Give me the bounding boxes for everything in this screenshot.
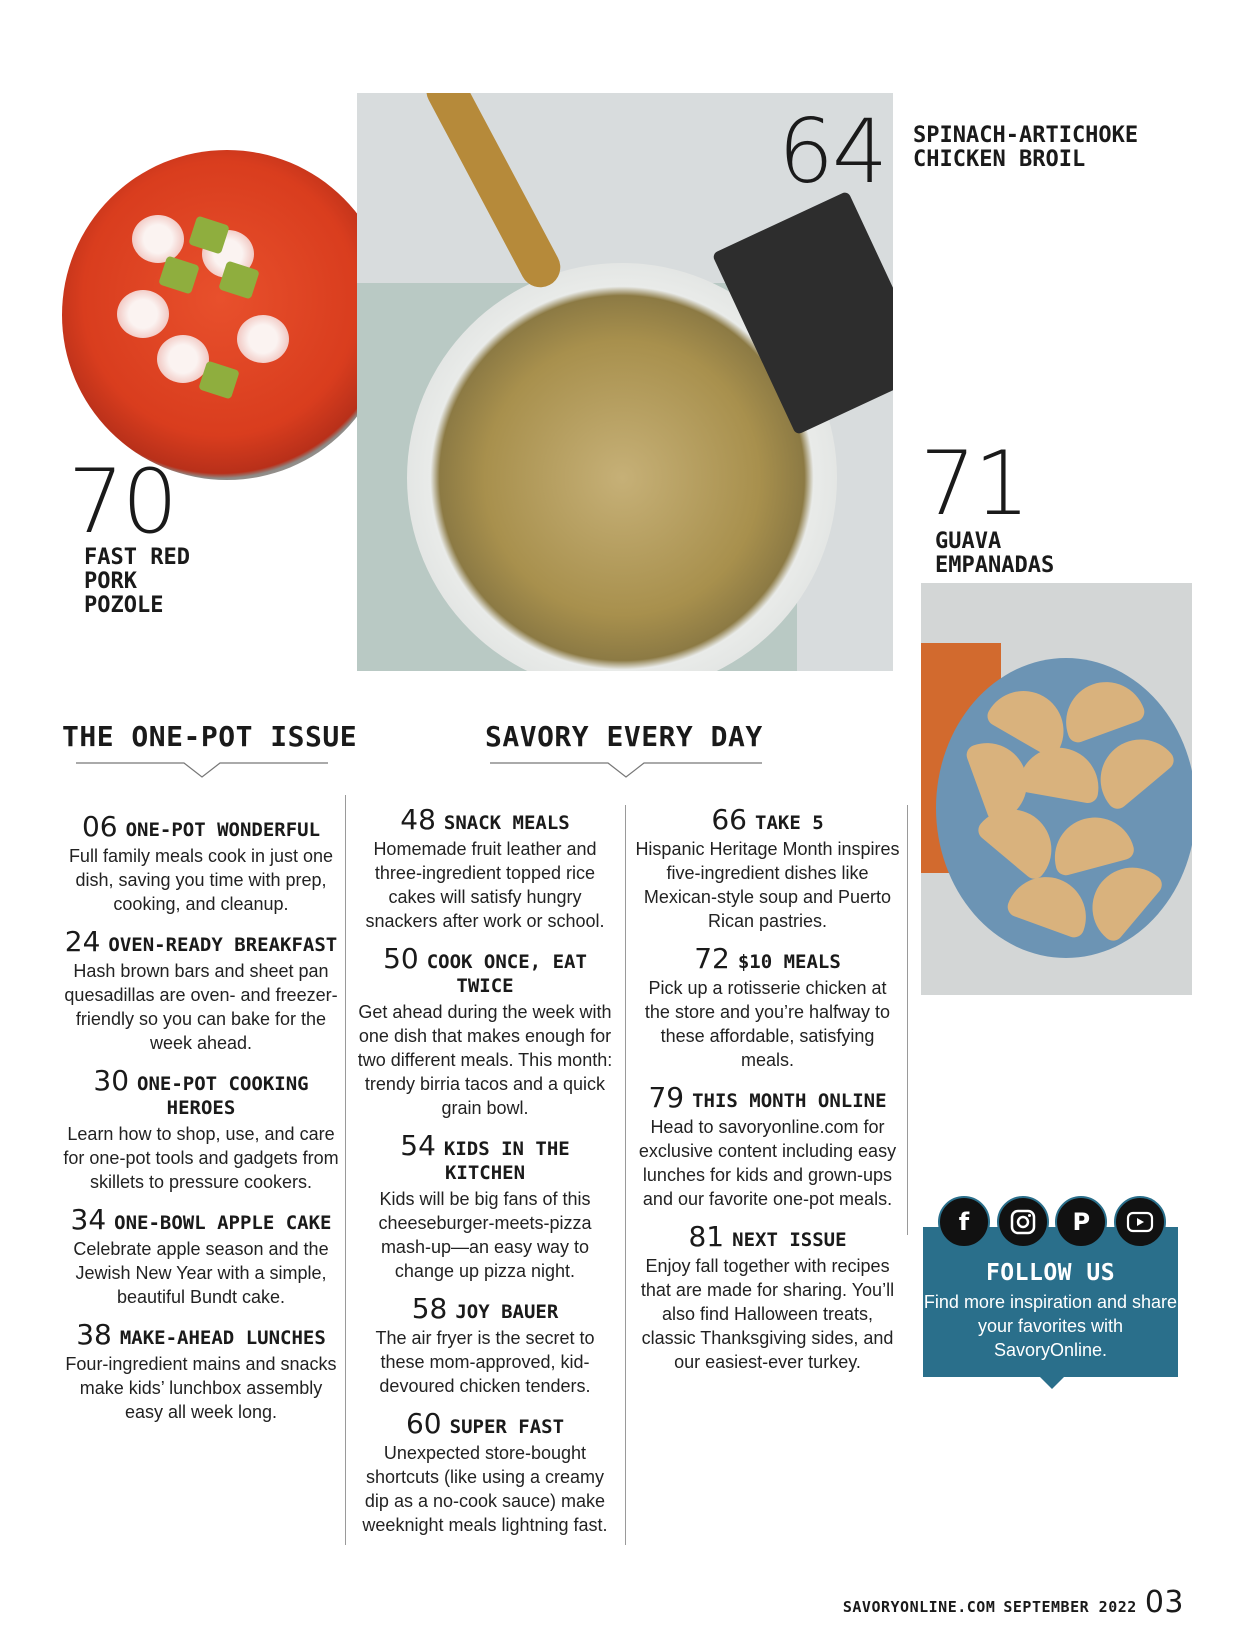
- toc-page-number: 34: [70, 1203, 107, 1236]
- toc-entry[interactable]: [62, 1318, 340, 1424]
- toc-entry-title: SNACK MEALS: [443, 812, 570, 834]
- toc-entry-heading: [62, 925, 340, 958]
- toc-entry[interactable]: [355, 942, 615, 1120]
- empanadas-photo: [921, 583, 1192, 995]
- toc-entry[interactable]: [355, 803, 615, 933]
- section-rule-one-pot: [76, 759, 328, 779]
- toc-entry-title: ONE-BOWL APPLE CAKE: [114, 1212, 332, 1234]
- toc-entry-title: SUPER FAST: [449, 1416, 565, 1438]
- toc-page-number: 24: [64, 925, 101, 958]
- toc-entry-description: The air fryer is the secret to these mom-approved, kid-devoured chicken tenders.: [375, 1328, 595, 1396]
- section-rule-savory: [490, 759, 762, 779]
- toc-entry-heading: [62, 810, 340, 843]
- toc-entry-title: KIDS IN THE KITCHEN: [443, 1138, 570, 1184]
- toc-page-number: 54: [400, 1129, 436, 1162]
- feature-pozole-title: FAST RED PORK POZOLE: [84, 545, 190, 618]
- toc-entry-description: Hispanic Heritage Month inspires five-ingredient dishes like Mexican-style soup and Puerto Rican pastries.: [635, 839, 900, 931]
- toc-entry-title: THIS MONTH ONLINE: [692, 1090, 887, 1112]
- toc-page-number: 79: [648, 1081, 685, 1114]
- toc-page-number: 48: [400, 803, 436, 836]
- follow-us-title: FOLLOW US: [985, 1260, 1116, 1286]
- toc-entry-heading: [62, 1203, 340, 1236]
- toc-entry-description: Full family meals cook in just one dish, saving you time with prep, cooking, and cleanup.: [68, 846, 334, 914]
- toc-entry-description: Get ahead during the week with one dish that makes enough for two different meals. This month: trendy birria tacos and a quick grain bowl.: [357, 1002, 613, 1118]
- toc-page-number: 66: [711, 803, 747, 836]
- toc-entry-heading: [62, 1318, 340, 1351]
- social-icons: [938, 1196, 1166, 1258]
- follow-us-text: Find more inspiration and share your favorites with SavoryOnline.: [923, 1292, 1178, 1360]
- footer-date: SEPTEMBER 2022: [1003, 1598, 1137, 1616]
- toc-page-number: 38: [76, 1318, 112, 1351]
- toc-entry-title: MAKE-AHEAD LUNCHES: [119, 1327, 326, 1349]
- toc-entry-heading: [635, 942, 900, 975]
- column-divider: [625, 805, 626, 1545]
- toc-page-number: 72: [694, 942, 730, 975]
- toc-entry-description: Hash brown bars and sheet pan quesadillas are oven- and freezer-friendly so you can bake for the week ahead.: [64, 961, 338, 1053]
- youtube-icon[interactable]: [1114, 1196, 1166, 1248]
- instagram-icon[interactable]: [997, 1196, 1049, 1248]
- toc-entry[interactable]: [62, 925, 340, 1055]
- toc-entry-heading: [62, 1064, 340, 1120]
- feature-pozole-number: 70: [68, 450, 176, 553]
- toc-entry-heading: [355, 1292, 615, 1325]
- toc-entry-title: ONE-POT COOKING HEROES: [137, 1073, 309, 1119]
- toc-entry-description: Unexpected store-bought shortcuts (like using a creamy dip as a no-cook sauce) make weeknight meals lightning fast.: [362, 1443, 608, 1535]
- toc-entry-title: OVEN-READY BREAKFAST: [108, 934, 338, 956]
- toc-entry-title: JOY BAUER: [455, 1301, 559, 1323]
- toc-entry-heading: [635, 1081, 900, 1114]
- toc-entry[interactable]: [635, 1220, 900, 1374]
- page-number: 03: [1144, 1585, 1184, 1620]
- facebook-icon[interactable]: f: [938, 1196, 990, 1248]
- toc-entry-description: Kids will be big fans of this cheeseburger-meets-pizza mash-up—an easy way to change up pizza night.: [378, 1189, 592, 1281]
- section-title-savory: SAVORY EVERY DAY: [485, 720, 763, 753]
- page-footer: [843, 1585, 1184, 1620]
- feature-chicken-title: SPINACH-ARTICHOKE CHICKEN BROIL: [913, 123, 1139, 172]
- toc-entry-description: Four-ingredient mains and snacks make kids’ lunchbox assembly easy all week long.: [65, 1354, 337, 1422]
- toc-entry-description: Celebrate apple season and the Jewish New Year with a simple, beautiful Bundt cake.: [73, 1239, 329, 1307]
- toc-entry-description: Enjoy fall together with recipes that are made for sharing. You’ll also find Halloween treats, classic Thanksgiving sides, and our easiest-ever turkey.: [640, 1256, 895, 1372]
- toc-entry-heading: [635, 803, 900, 836]
- toc-column-1: [62, 810, 340, 1438]
- toc-entry-title: ONE-POT WONDERFUL: [125, 819, 321, 841]
- column-divider: [345, 795, 346, 1545]
- toc-entry[interactable]: [62, 1203, 340, 1309]
- pozole-photo: [62, 150, 392, 480]
- toc-entry-title: TAKE 5: [755, 812, 824, 834]
- toc-entry-description: Homemade fruit leather and three-ingredient topped rice cakes will satisfy hungry snackers after work or school.: [365, 839, 605, 931]
- toc-page-number: 58: [411, 1292, 448, 1325]
- toc-page-number: 06: [81, 810, 118, 843]
- toc-entry-title: $10 MEALS: [737, 951, 841, 973]
- toc-entry[interactable]: [635, 1081, 900, 1211]
- section-title-one-pot: THE ONE-POT ISSUE: [62, 720, 358, 753]
- toc-entry-heading: [355, 1129, 615, 1185]
- toc-page-number: 60: [405, 1407, 442, 1440]
- toc-page-number: 50: [383, 942, 419, 975]
- toc-entry[interactable]: [62, 1064, 340, 1194]
- column-divider: [907, 805, 908, 1235]
- toc-entry-heading: [355, 942, 615, 998]
- toc-column-2: [355, 803, 615, 1551]
- feature-empanadas-title: GUAVA EMPANADAS: [935, 529, 1055, 578]
- toc-page-number: 81: [688, 1220, 725, 1253]
- toc-entry-heading: [635, 1220, 900, 1253]
- toc-entry[interactable]: [355, 1407, 615, 1537]
- toc-entry-heading: [355, 803, 615, 836]
- toc-column-3: [635, 803, 900, 1388]
- toc-entry-title: COOK ONCE, EAT TWICE: [426, 951, 587, 997]
- toc-entry[interactable]: [355, 1129, 615, 1283]
- toc-entry[interactable]: [355, 1292, 615, 1398]
- toc-entry-description: Pick up a rotisserie chicken at the store and you’re halfway to these affordable, satisfying meals.: [644, 978, 891, 1070]
- toc-entry-title: NEXT ISSUE: [732, 1229, 847, 1251]
- toc-entry[interactable]: [62, 810, 340, 916]
- feature-chicken-number: 64: [778, 100, 886, 203]
- toc-entry-heading: [355, 1407, 615, 1440]
- pinterest-icon[interactable]: P: [1055, 1196, 1107, 1248]
- footer-site: SAVORYONLINE.COM: [842, 1598, 996, 1616]
- feature-empanadas-number: 71: [920, 432, 1028, 535]
- toc-page-number: 30: [93, 1064, 130, 1097]
- toc-entry-description: Learn how to shop, use, and care for one-pot tools and gadgets from skillets to pressure cookers.: [63, 1124, 339, 1192]
- toc-entry[interactable]: [635, 803, 900, 933]
- toc-entry[interactable]: [635, 942, 900, 1072]
- toc-entry-description: Head to savoryonline.com for exclusive content including easy lunches for kids and grown-ups and our favorite one-pot meals.: [638, 1117, 897, 1209]
